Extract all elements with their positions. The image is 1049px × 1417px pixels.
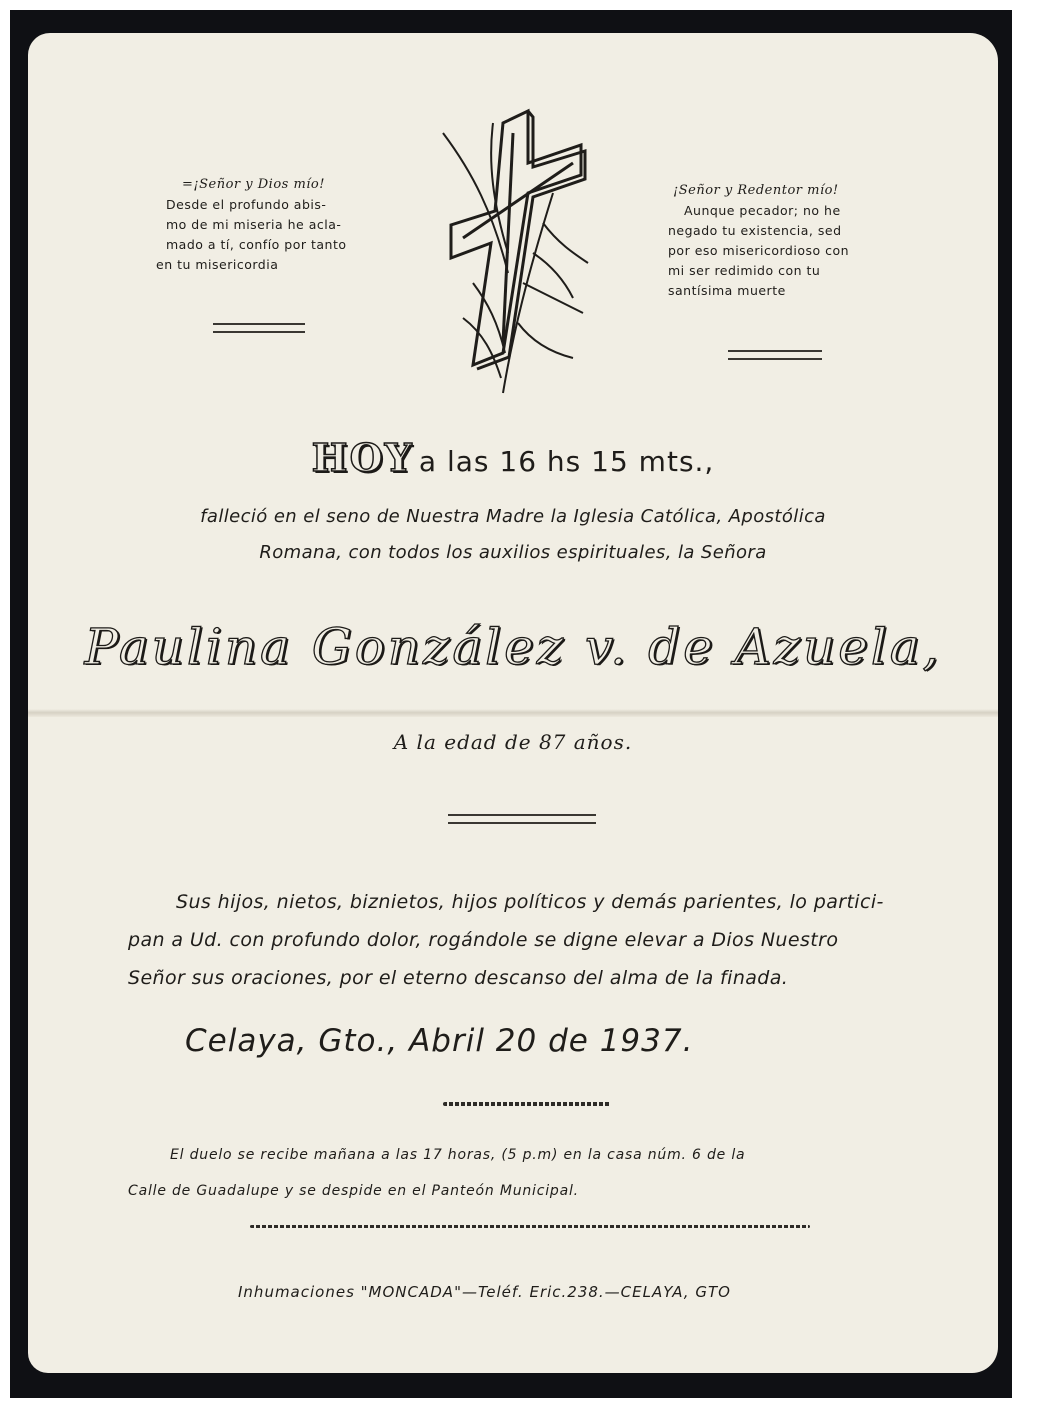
left-prayer-heading: =¡Señor y Dios mío! [182, 177, 325, 192]
place-date: Celaya, Gto., Abril 20 de 1937. [185, 1023, 694, 1059]
announcement-text [28, 499, 998, 571]
cross-with-palm-icon [433, 103, 593, 403]
right-prayer-heading: ¡Señor y Redentor mío! [673, 183, 839, 198]
right-prayer-line: Aunque pecador; no he [684, 203, 841, 218]
announcement-line: Romana, con todos los auxilios espirituales, la Señora [259, 542, 767, 563]
deceased-name: Paulina González v. de Azuela, [84, 618, 942, 676]
long-wavy-rule [250, 1225, 810, 1228]
age-line: A la edad de 87 años. [393, 730, 633, 754]
family-notice-line: Sus hijos, nietos, biznietos, hijos políticos y demás parientes, lo partici- [176, 891, 884, 913]
funeral-notice-card [28, 33, 998, 1373]
left-prayer-rule [213, 323, 305, 333]
right-prayer-line: negado tu existencia, sed [668, 223, 842, 238]
funeral-info-line: Calle de Guadalupe y se despide en el Panteón Municipal. [128, 1183, 579, 1199]
left-prayer-line: Desde el profundo abis- [166, 197, 327, 212]
family-notice-line: Señor sus oraciones, por el eterno descanso del alma de la finada. [128, 967, 789, 989]
announcement-line: falleció en el seno de Nuestra Madre la Iglesia Católica, Apostólica [200, 506, 826, 527]
right-prayer-rule [728, 350, 822, 360]
right-prayer [668, 181, 908, 301]
family-notice-line: pan a Ud. con profundo dolor, rogándole se digne elevar a Dios Nuestro [128, 929, 839, 951]
paper-fold [28, 709, 998, 717]
funeral-info [128, 1137, 928, 1209]
death-time: a las 16 hs 15 mts., [418, 445, 715, 478]
funeral-home: Inhumaciones "MONCADA"—Teléf. Eric.238.—CELAYA, GTO [238, 1283, 731, 1301]
left-prayer-line: mo de mi miseria he acla- [166, 217, 342, 232]
funeral-info-line: El duelo se recibe mañana a las 17 horas, (5 p.m) en la casa núm. 6 de la [170, 1147, 746, 1163]
left-prayer-line: mado a tí, confío por tanto [166, 237, 347, 252]
wavy-rule [443, 1102, 611, 1106]
family-notice [128, 883, 928, 997]
right-prayer-line: por eso misericordioso con [668, 243, 850, 258]
right-prayer-line: mi ser redimido con tu [668, 263, 821, 278]
center-rule [448, 814, 596, 824]
left-prayer-line: en tu misericordia [156, 257, 279, 272]
left-prayer [156, 175, 386, 275]
right-prayer-line: santísima muerte [668, 283, 786, 298]
hoy-word: HOY [311, 435, 414, 480]
death-time-line [28, 435, 998, 480]
